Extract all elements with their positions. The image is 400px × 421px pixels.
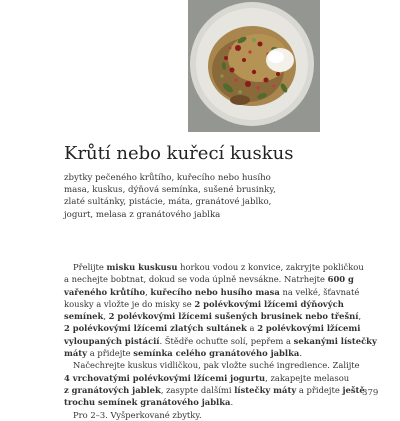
text-run: Přelijte: [73, 262, 107, 272]
ingredient-line: masa, kuskus, dýňová semínka, sušené brusinky,: [64, 185, 276, 196]
method-line: [64, 359, 360, 371]
ingredient-line: zbytky pečeného krůtího, kuřecího nebo husího: [64, 173, 271, 183]
bold-text-run: 2 polévkovými lžícemi: [257, 323, 361, 334]
ingredient-list: [64, 172, 314, 221]
method-line: [64, 347, 339, 359]
method-paragraph-2: [64, 359, 365, 408]
bold-text-run: trochu semínek granátového jablka: [64, 397, 231, 408]
text-run: .: [230, 397, 234, 408]
ingredient-line: jogurt, melasa z granátového jablka: [64, 209, 221, 220]
text-run: , zakapejte melasou: [265, 372, 350, 383]
text-run: na velké, šťavnaté: [279, 286, 360, 297]
text-run: ,: [103, 311, 109, 322]
bold-text-run: sekanými lístečky: [293, 335, 377, 346]
method-line: [64, 335, 377, 347]
couscous-photo: [188, 0, 320, 132]
bold-text-run: 2 polévkovými lžícemi zlatých sultánek: [64, 323, 247, 334]
bold-text-run: misku kuskusu: [106, 262, 178, 272]
text-run: , zasypte dalšími: [160, 384, 235, 395]
text-run: ,: [358, 311, 362, 322]
ingredient-line: zlaté sultánky, pistácie, máta, granátové jablko,: [64, 197, 272, 208]
method-line: [64, 372, 350, 384]
method-line: [64, 409, 339, 421]
method-line: [64, 384, 365, 396]
bold-text-run: z granátových jablek: [64, 384, 161, 395]
bold-text-run: 600 g: [327, 274, 354, 285]
method-line: [64, 322, 361, 334]
bold-text-run: 2 polévkovými lžícemi sušených brusinek nebo třešní: [108, 311, 359, 322]
method-line: [64, 273, 354, 285]
method-line: [64, 286, 360, 298]
text-run: ,: [145, 286, 151, 297]
bold-text-run: 4 vrchovatými polévkovými lžícemi jogurtu: [64, 372, 266, 383]
bold-text-run: máty: [64, 348, 88, 359]
recipe-title: Krůtí nebo kuřecí kuskus: [64, 143, 294, 164]
text-run: horkou vodou z konvice, zakryjte pokličkou: [177, 262, 364, 272]
text-run: Pro 2–3. Vyšperkované zbytky.: [73, 409, 202, 420]
method-paragraph-1: [64, 261, 377, 359]
text-run: a přidejte: [296, 384, 343, 395]
method-line: [64, 298, 344, 310]
bold-text-run: ještě: [342, 384, 365, 395]
bold-text-run: semínka celého granátového jablka: [133, 348, 300, 359]
text-run: .: [299, 348, 302, 359]
bold-text-run: lístečky máty: [234, 384, 297, 395]
text-run: a přidejte: [87, 348, 134, 359]
bold-text-run: semínek: [64, 311, 104, 322]
page-number: 379: [362, 388, 379, 398]
bold-text-run: 2 polévkovými lžícemi dýňových: [194, 298, 344, 309]
bold-text-run: vyloupaných pistácií: [64, 335, 160, 346]
bold-text-run: kuřecího nebo husího masa: [150, 286, 280, 297]
text-run: Načechrejte kuskus vidličkou, pak vložte suché ingredience. Zalijte: [73, 360, 360, 371]
method-line: [64, 396, 339, 408]
text-run: kousky a vložte je do misky se: [64, 298, 195, 309]
method-paragraph-3: [64, 409, 339, 421]
method-line: [64, 261, 364, 273]
text-run: a: [246, 323, 258, 334]
method-line: [64, 310, 362, 322]
text-run: . Štědře ochuťte solí, pepřem a: [159, 335, 294, 346]
bold-text-run: vařeného krůtího: [64, 286, 146, 297]
text-run: a nechejte bobtnat, dokud se voda úplně nevsákne. Natrhejte: [64, 274, 328, 285]
